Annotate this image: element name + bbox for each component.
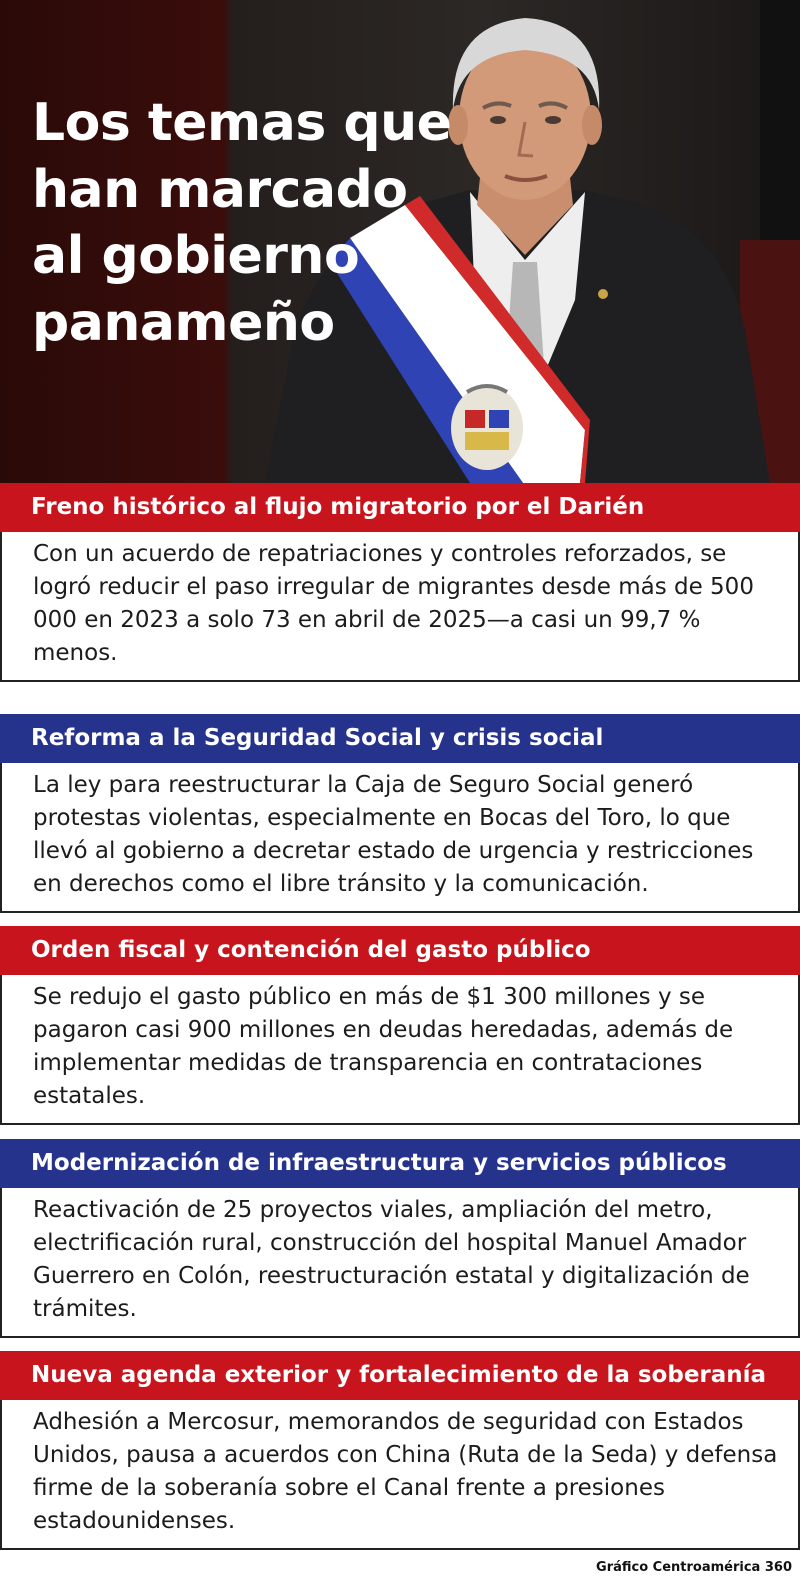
section-title: Reforma a la Seguridad Social y crisis social [0, 714, 800, 763]
section-body: Se redujo el gasto público en más de $1 300 millones y se pagaron casi 900 millones en deudas heredadas, además de implementar medidas de transparencia en contrataciones estatales. [0, 975, 800, 1125]
section-body: Adhesión a Mercosur, memorandos de seguridad con Estados Unidos, pausa a acuerdos con China (Ruta de la Seda) y defensa firme de la soberanía sobre el Canal frente a presiones estadounidenses. [0, 1400, 800, 1550]
section-social-security [0, 714, 800, 913]
section-body: Con un acuerdo de repatriaciones y controles reforzados, se logró reducir el paso irregular de migrantes desde más de 500 000 en 2023 a solo 73 en abril de 2025—a casi un 99,7 % menos. [0, 532, 800, 682]
section-title: Modernización de infraestructura y servicios públicos [0, 1139, 800, 1188]
section-infrastructure [0, 1139, 800, 1338]
hero-title-line: Los temas que [32, 93, 452, 153]
section-fiscal-order [0, 926, 800, 1125]
section-foreign-policy [0, 1351, 800, 1550]
hero-title-line: han marcado [32, 159, 408, 220]
section-title: Freno histórico al flujo migratorio por el Darién [0, 483, 800, 532]
hero-title-line: panameño [32, 292, 335, 353]
hero-title [32, 90, 472, 356]
section-migration [0, 483, 800, 682]
section-body: La ley para reestructurar la Caja de Seguro Social generó protestas violentas, especialmente en Bocas del Toro, lo que llevó al gobierno a decretar estado de urgencia y restricciones en derechos como el libre tránsito y la comunicación. [0, 763, 800, 913]
section-body: Reactivación de 25 proyectos viales, ampliación del metro, electrificación rural, construcción del hospital Manuel Amador Guerrero en Colón, reestructuración estatal y digitalización de trámites. [0, 1188, 800, 1338]
credit-text: Gráfico Centroamérica 360 [596, 1560, 792, 1575]
section-title: Orden fiscal y contención del gasto público [0, 926, 800, 975]
hero-banner [0, 0, 800, 483]
hero-title-line: al gobierno [32, 226, 360, 287]
section-title: Nueva agenda exterior y fortalecimiento de la soberanía [0, 1351, 800, 1400]
